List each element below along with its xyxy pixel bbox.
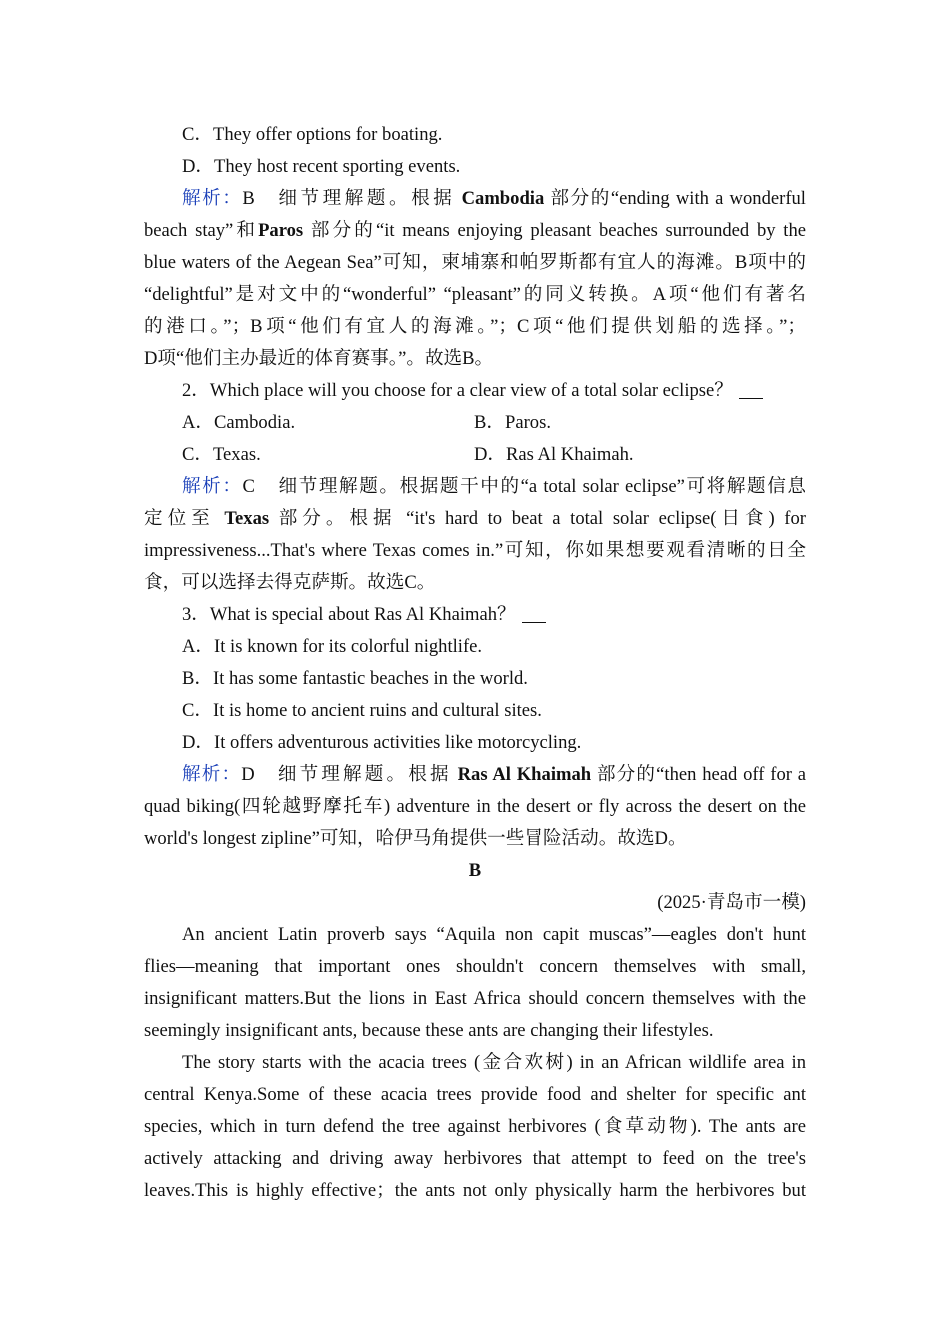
q3-option-d: D．It offers adventurous activities like motorcycling.: [182, 732, 582, 753]
q3-analysis-label: 解析：: [182, 764, 242, 785]
q1-option-d: D．They host recent sporting events.: [182, 156, 461, 177]
q1-analysis-line-5: 的港口。”；B项“他们有宜人的海滩。”；C项“他们提供划船的选择。”；: [144, 316, 806, 337]
q2-analysis-line-3: impressiveness...That's where Texas comes in.”可知，你如果想要观看清晰的日全: [144, 540, 806, 561]
q2-option-b: B．Paros.: [474, 412, 551, 433]
passage-p2-line-1: The story starts with the acacia trees (金合欢树) in an African wildlife area in: [182, 1052, 806, 1073]
q2-stem: 2．Which place will you choose for a clear view of a total solar eclipse？: [144, 375, 806, 407]
q1-option-c: C．They offer options for boating.: [182, 124, 443, 145]
passage-p1-line-2: flies—meaning that important ones shouldn't concern themselves with small,: [144, 956, 806, 977]
passage-p1-line-4: seemingly insignificant ants, because these ants are changing their lifestyles.: [144, 1020, 714, 1041]
passage-p2-line-3: species, which in turn defend the tree against herbivores (食草动物). The ants are: [144, 1116, 806, 1137]
q2-analysis-line-2: 定位至 Texas 部分。根据 “it's hard to beat a total solar eclipse(日食) for: [144, 508, 806, 529]
q3-analysis-line-3: world's longest zipline”可知，哈伊马角提供一些冒险活动。故选D。: [144, 828, 687, 849]
passage-p2-line-4: actively attacking and driving away herbivores that attempt to feed on the tree's: [144, 1148, 806, 1169]
q2-analysis-line-1: 解析：C 细节理解题。根据题干中的“a total solar eclipse”可将解题信息: [182, 476, 806, 497]
q3-option-a: A．It is known for its colorful nightlife.: [182, 636, 483, 657]
q3-answer: D: [241, 764, 255, 785]
q2-answer: C: [242, 476, 255, 497]
q2-option-d: D．Ras Al Khaimah.: [474, 444, 634, 465]
passage-p2-line-2: central Kenya.Some of these acacia trees provide food and shelter for specific ant: [144, 1084, 806, 1105]
passage-p2-line-5: leaves.This is highly effective；the ants not only physically harm the herbivores but: [144, 1180, 806, 1201]
q1-analysis-line-6: D项“他们主办最近的体育赛事。”。故选B。: [144, 348, 494, 369]
q3-analysis-line-1: 解析：D 细节理解题。根据 Ras Al Khaimah 部分的“then head off for a: [182, 764, 807, 785]
passage-source: (2025·青岛市一模): [657, 892, 806, 913]
passage-p1-line-1: An ancient Latin proverb says “Aquila non capit muscas”—eagles don't hunt: [182, 924, 806, 945]
q3-stem: 3．What is special about Ras Al Khaimah？: [144, 599, 806, 631]
q2-option-c: C．Texas.: [182, 444, 261, 465]
q3-option-b: B．It has some fantastic beaches in the world.: [182, 668, 528, 689]
q1-analysis-line-4: “delightful”是对文中的“wonderful” “pleasant”的同义转换。A项“他们有著名: [144, 284, 806, 305]
q2-analysis-line-4: 食，可以选择去得克萨斯。故选C。: [144, 572, 436, 593]
q2-options-row-2: [144, 439, 806, 471]
q1-analysis-line-2: beach stay”和Paros 部分的“it means enjoying pleasant beaches surrounded by the: [144, 220, 806, 241]
q2-options-row-1: [144, 407, 806, 439]
q3-answer-blank: [522, 602, 546, 623]
q2-option-a: A．Cambodia.: [182, 412, 296, 433]
q2-analysis-label: 解析：: [182, 476, 243, 497]
q3-analysis-line-2: quad biking(四轮越野摩托车) adventure in the desert or fly across the desert on the: [144, 796, 806, 817]
q1-analysis-line-3: blue waters of the Aegean Sea”可知，柬埔寨和帕罗斯都有宜人的海滩。B项中的: [144, 252, 806, 273]
q1-analysis-line-1: 解析：B 细节理解题。根据 Cambodia 部分的“ending with a wonderful: [182, 188, 806, 209]
q1-answer: B: [242, 188, 255, 209]
q1-analysis-label: 解析：: [182, 188, 243, 209]
q2-answer-blank: [739, 378, 763, 399]
passage-p1-line-3: insignificant matters.But the lions in East Africa should concern themselves with the: [144, 988, 806, 1009]
section-heading: B: [468, 860, 482, 881]
q3-option-c: C．It is home to ancient ruins and cultural sites.: [182, 700, 542, 721]
document-page: [144, 119, 806, 1207]
